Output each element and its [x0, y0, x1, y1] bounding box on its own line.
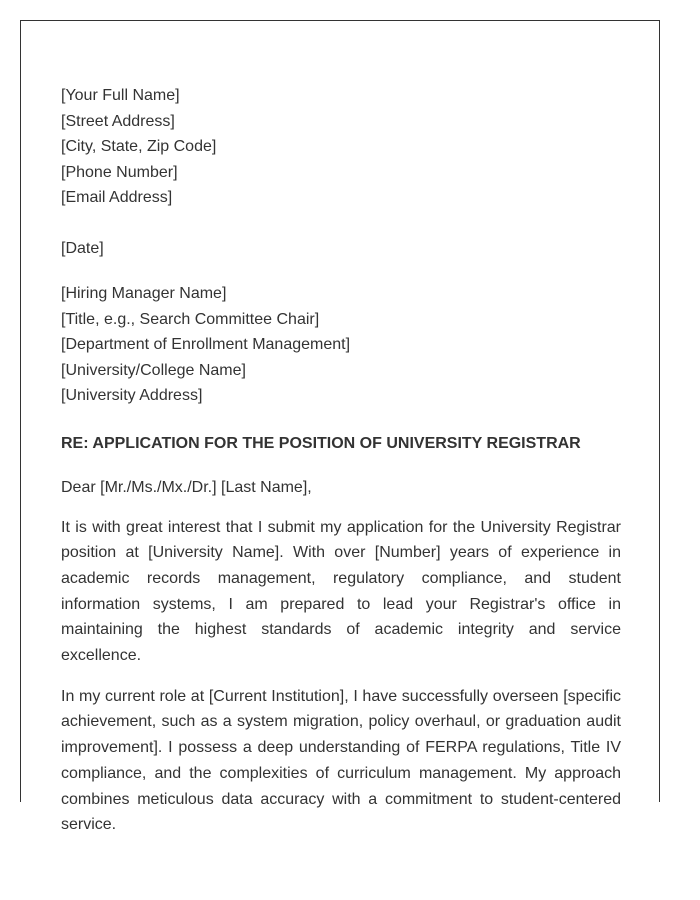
- sender-name: [Your Full Name]: [61, 87, 180, 104]
- letter-page: [20, 20, 660, 834]
- recipient-address: [University Address]: [61, 387, 203, 404]
- recipient-institution: [University/College Name]: [61, 361, 246, 379]
- spacer: [61, 211, 621, 236]
- salutation: Dear [Mr./Ms./Mx./Dr.] [Last Name],: [61, 478, 312, 496]
- spacer: [61, 261, 621, 281]
- sender-block: [61, 83, 621, 211]
- recipient-department: [Department of Enrollment Management]: [61, 336, 351, 353]
- sender-phone: [Phone Number]: [61, 163, 178, 181]
- body-paragraph-2: In my current role at [Current Institution], I have successfully overseen [specific achievement, such as a system migration, policy overhaul, or graduation audit improvement]. I possess a deep understanding of FERPA regulations, Title IV compliance, and the complexities of curriculum management. My approach combines meticulous data accuracy with a commitment to student-centered service.: [61, 687, 621, 834]
- recipient-block: [61, 281, 621, 409]
- recipient-name: [Hiring Manager Name]: [61, 285, 227, 302]
- sender-city-state-zip: [City, State, Zip Code]: [61, 138, 217, 155]
- sender-email: [Email Address]: [61, 189, 173, 206]
- letter-date: [Date]: [61, 239, 104, 257]
- recipient-title: [Title, e.g., Search Committee Chair]: [61, 310, 320, 328]
- subject-line: RE: APPLICATION FOR THE POSITION OF UNIVERSITY REGISTRAR: [61, 434, 581, 452]
- letter-content: [61, 83, 621, 838]
- sender-street: [Street Address]: [61, 112, 175, 130]
- body-paragraph-1: It is with great interest that I submit my application for the University Registrar position at [University Name]. With over [Number] years of experience in academic records management, regulatory compliance, and student information systems, I am prepared to lead your Registrar's office in maintaining the highest standards of academic integrity and service excellence.: [61, 518, 621, 665]
